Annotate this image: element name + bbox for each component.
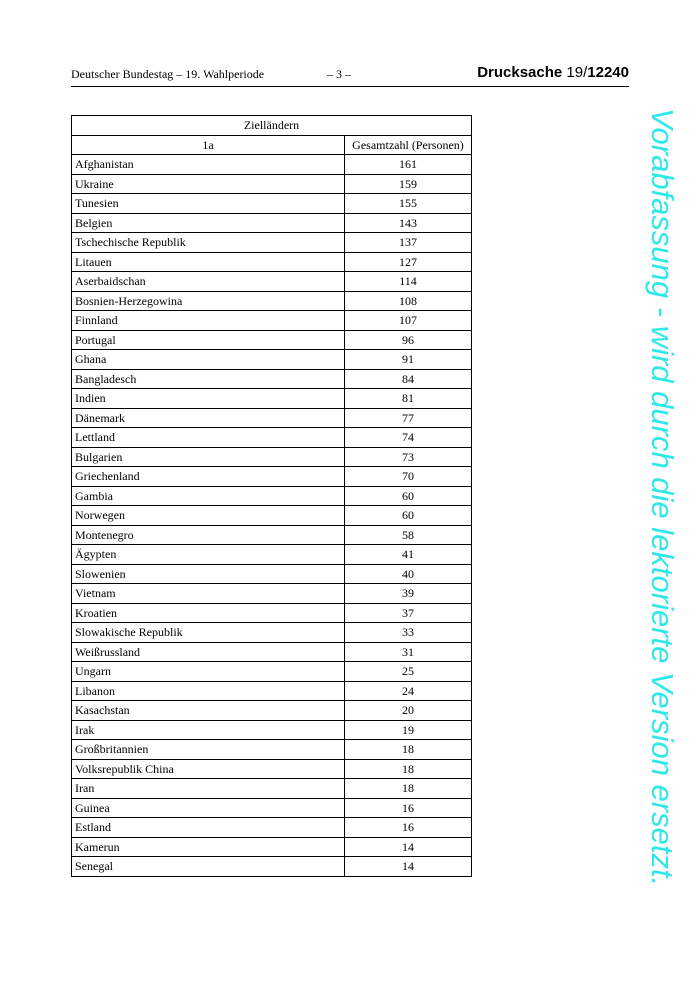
column-header-total: Gesamtzahl (Personen) bbox=[345, 135, 472, 155]
page-number: – 3 – bbox=[327, 67, 351, 81]
count-cell: 16 bbox=[345, 798, 472, 818]
table-row bbox=[72, 623, 472, 643]
count-cell: 114 bbox=[345, 272, 472, 292]
count-cell: 37 bbox=[345, 603, 472, 623]
country-cell: Guinea bbox=[72, 798, 345, 818]
count-cell: 81 bbox=[345, 389, 472, 409]
count-cell: 161 bbox=[345, 155, 472, 175]
country-cell: Tunesien bbox=[72, 194, 345, 214]
count-cell: 60 bbox=[345, 506, 472, 526]
country-cell: Volksrepublik China bbox=[72, 759, 345, 779]
table-row bbox=[72, 233, 472, 253]
table-row bbox=[72, 740, 472, 760]
country-cell: Irak bbox=[72, 720, 345, 740]
table-row bbox=[72, 720, 472, 740]
table-title-row bbox=[72, 116, 472, 136]
count-cell: 143 bbox=[345, 213, 472, 233]
country-cell: Bosnien-Herzegowina bbox=[72, 291, 345, 311]
count-cell: 31 bbox=[345, 642, 472, 662]
table-row bbox=[72, 291, 472, 311]
count-cell: 60 bbox=[345, 486, 472, 506]
count-cell: 14 bbox=[345, 837, 472, 857]
count-cell: 77 bbox=[345, 408, 472, 428]
table-row bbox=[72, 545, 472, 565]
table-row bbox=[72, 389, 472, 409]
country-cell: Großbritannien bbox=[72, 740, 345, 760]
table-row bbox=[72, 311, 472, 331]
country-cell: Ghana bbox=[72, 350, 345, 370]
table-row bbox=[72, 642, 472, 662]
count-cell: 24 bbox=[345, 681, 472, 701]
count-cell: 39 bbox=[345, 584, 472, 604]
country-cell: Slowakische Republik bbox=[72, 623, 345, 643]
document-period: 19/ bbox=[566, 64, 588, 81]
country-cell: Tschechische Republik bbox=[72, 233, 345, 253]
table-row bbox=[72, 837, 472, 857]
table-row bbox=[72, 408, 472, 428]
country-cell: Libanon bbox=[72, 681, 345, 701]
country-cell: Afghanistan bbox=[72, 155, 345, 175]
country-cell: Vietnam bbox=[72, 584, 345, 604]
count-cell: 25 bbox=[345, 662, 472, 682]
table-row bbox=[72, 603, 472, 623]
count-cell: 91 bbox=[345, 350, 472, 370]
table-row bbox=[72, 369, 472, 389]
table-row bbox=[72, 155, 472, 175]
table-row bbox=[72, 779, 472, 799]
count-cell: 16 bbox=[345, 818, 472, 838]
count-cell: 155 bbox=[345, 194, 472, 214]
table-row bbox=[72, 252, 472, 272]
country-cell: Litauen bbox=[72, 252, 345, 272]
table-title: Zielländern bbox=[72, 116, 472, 136]
country-cell: Indien bbox=[72, 389, 345, 409]
table-row bbox=[72, 213, 472, 233]
country-cell: Senegal bbox=[72, 857, 345, 877]
publisher-label: Deutscher Bundestag – 19. Wahlperiode bbox=[71, 67, 265, 81]
table-row bbox=[72, 681, 472, 701]
table-row bbox=[72, 174, 472, 194]
country-cell: Norwegen bbox=[72, 506, 345, 526]
country-cell: Belgien bbox=[72, 213, 345, 233]
table-row bbox=[72, 798, 472, 818]
table-row bbox=[72, 486, 472, 506]
watermark-text: Vorabfassung - wird durch die lektorierte Version ersetzt. bbox=[645, 108, 680, 887]
country-cell: Ägypten bbox=[72, 545, 345, 565]
country-cell: Finnland bbox=[72, 311, 345, 331]
count-cell: 33 bbox=[345, 623, 472, 643]
document-number bbox=[477, 64, 629, 81]
table-row bbox=[72, 428, 472, 448]
country-cell: Ungarn bbox=[72, 662, 345, 682]
country-cell: Estland bbox=[72, 818, 345, 838]
table-row bbox=[72, 525, 472, 545]
count-cell: 73 bbox=[345, 447, 472, 467]
draft-watermark bbox=[640, 108, 684, 908]
table-header-row bbox=[72, 135, 472, 155]
count-cell: 20 bbox=[345, 701, 472, 721]
count-cell: 18 bbox=[345, 759, 472, 779]
count-cell: 40 bbox=[345, 564, 472, 584]
country-cell: Dänemark bbox=[72, 408, 345, 428]
count-cell: 58 bbox=[345, 525, 472, 545]
table-row bbox=[72, 350, 472, 370]
count-cell: 19 bbox=[345, 720, 472, 740]
table-row bbox=[72, 330, 472, 350]
country-cell: Gambia bbox=[72, 486, 345, 506]
count-cell: 70 bbox=[345, 467, 472, 487]
count-cell: 127 bbox=[345, 252, 472, 272]
table-row bbox=[72, 447, 472, 467]
table-row bbox=[72, 564, 472, 584]
table-row bbox=[72, 272, 472, 292]
country-cell: Bulgarien bbox=[72, 447, 345, 467]
count-cell: 18 bbox=[345, 779, 472, 799]
country-cell: Montenegro bbox=[72, 525, 345, 545]
count-cell: 108 bbox=[345, 291, 472, 311]
document-id: 12240 bbox=[587, 64, 629, 81]
table-row bbox=[72, 506, 472, 526]
country-cell: Lettland bbox=[72, 428, 345, 448]
country-cell: Kamerun bbox=[72, 837, 345, 857]
table-row bbox=[72, 701, 472, 721]
table-row bbox=[72, 818, 472, 838]
count-cell: 159 bbox=[345, 174, 472, 194]
count-cell: 84 bbox=[345, 369, 472, 389]
country-cell: Iran bbox=[72, 779, 345, 799]
count-cell: 96 bbox=[345, 330, 472, 350]
count-cell: 74 bbox=[345, 428, 472, 448]
page-header bbox=[71, 66, 629, 87]
count-cell: 18 bbox=[345, 740, 472, 760]
table-row bbox=[72, 194, 472, 214]
country-cell: Kasachstan bbox=[72, 701, 345, 721]
country-cell: Portugal bbox=[72, 330, 345, 350]
table-row bbox=[72, 759, 472, 779]
country-cell: Aserbaidschan bbox=[72, 272, 345, 292]
column-header-country: 1a bbox=[72, 135, 345, 155]
table-row bbox=[72, 857, 472, 877]
country-cell: Bangladesch bbox=[72, 369, 345, 389]
table-row bbox=[72, 467, 472, 487]
country-cell: Slowenien bbox=[72, 564, 345, 584]
count-cell: 137 bbox=[345, 233, 472, 253]
count-cell: 14 bbox=[345, 857, 472, 877]
country-cell: Kroatien bbox=[72, 603, 345, 623]
destination-countries-table bbox=[71, 115, 472, 877]
count-cell: 41 bbox=[345, 545, 472, 565]
document-label: Drucksache bbox=[477, 64, 563, 81]
country-cell: Weißrussland bbox=[72, 642, 345, 662]
count-cell: 107 bbox=[345, 311, 472, 331]
country-cell: Griechenland bbox=[72, 467, 345, 487]
country-cell: Ukraine bbox=[72, 174, 345, 194]
table-row bbox=[72, 584, 472, 604]
table-row bbox=[72, 662, 472, 682]
